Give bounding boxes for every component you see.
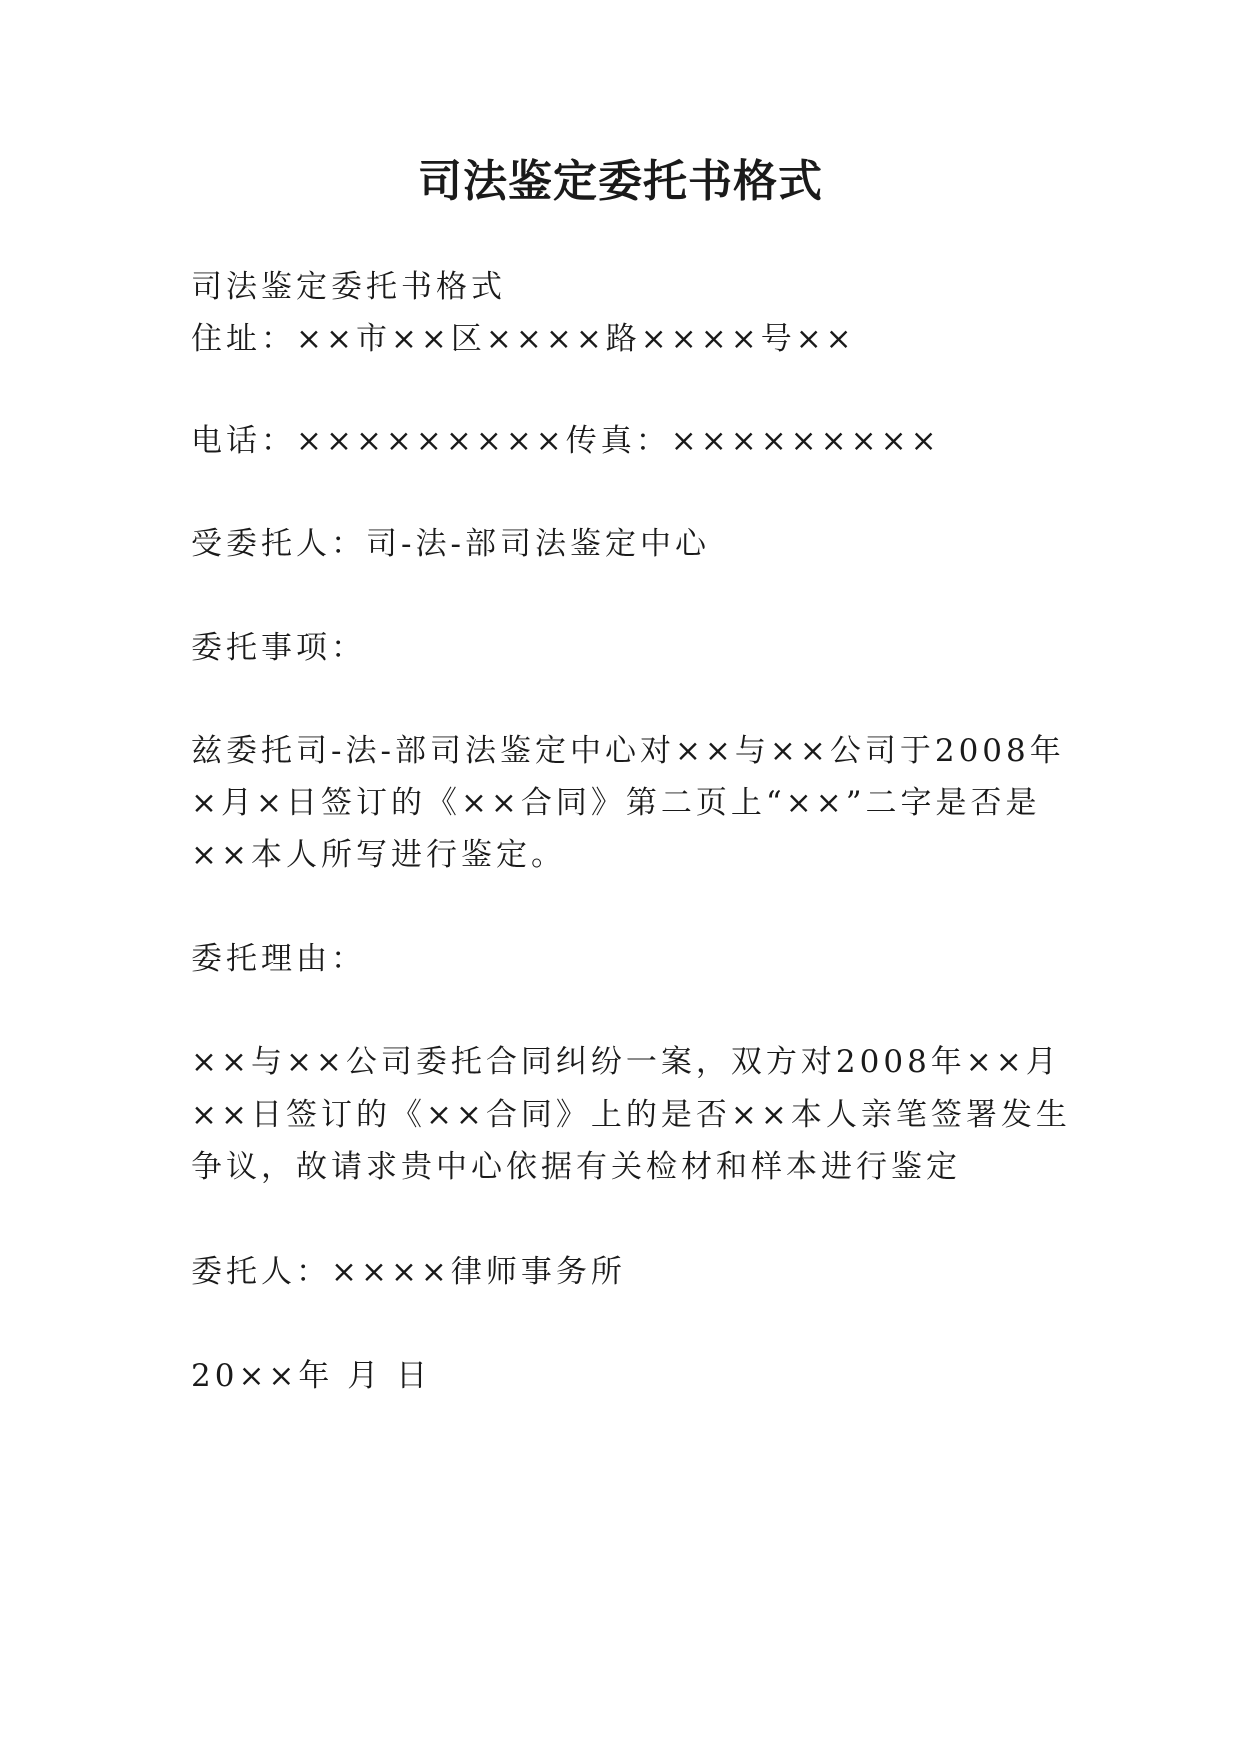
- reason-line: ××与××公司委托合同纠纷一案，双方对2008年××月: [191, 1044, 1061, 1080]
- reason-heading: 委托理由：: [191, 941, 366, 977]
- trustee-line: 受委托人：司-法-部司法鉴定中心: [191, 526, 710, 562]
- client-line: 委托人：××××律师事务所: [191, 1254, 626, 1290]
- document-title: 司法鉴定委托书格式: [418, 156, 823, 207]
- matter-line: ××本人所写进行鉴定。: [191, 837, 566, 873]
- reason-line: ××日签订的《××合同》上的是否××本人亲笔签署发生: [191, 1097, 1071, 1133]
- matter-line: ×月×日签订的《××合同》第二页上“××”二字是否是: [191, 785, 1041, 821]
- reason-line: 争议，故请求贵中心依据有关检材和样本进行鉴定: [191, 1149, 961, 1185]
- date-line: 20××年 月 日: [191, 1358, 432, 1394]
- address-line: 住址：××市××区××××路××××号××: [191, 321, 856, 357]
- matter-heading: 委托事项：: [191, 630, 366, 666]
- matter-line: 兹委托司-法-部司法鉴定中心对××与××公司于2008年: [191, 733, 1065, 769]
- subtitle: 司法鉴定委托书格式: [191, 269, 506, 305]
- phone-fax-line: 电话：×××××××××传真：×××××××××: [191, 423, 941, 459]
